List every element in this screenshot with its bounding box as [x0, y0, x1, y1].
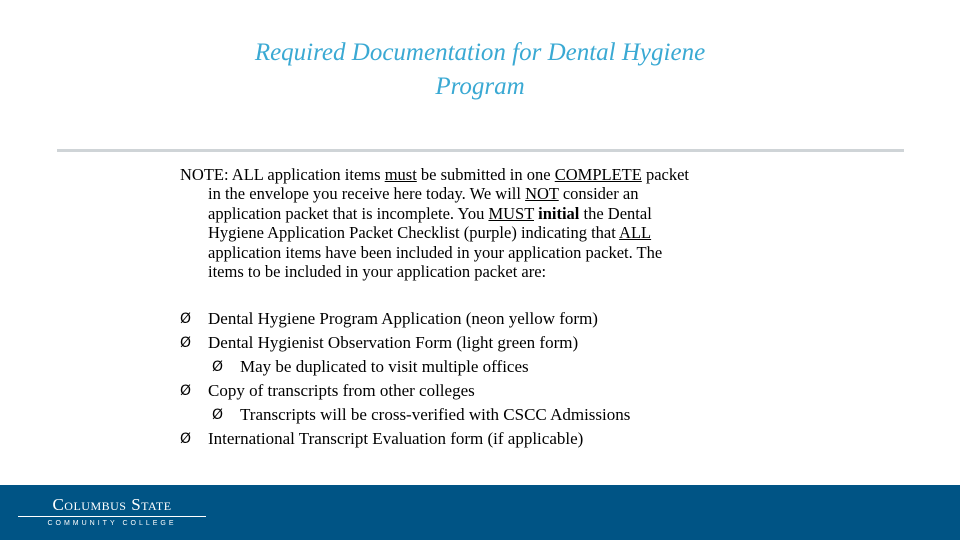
list-item-text: Dental Hygienist Observation Form (light green form) — [208, 333, 579, 352]
slide-title-line-2: Program — [435, 73, 525, 100]
arrow-bullet-icon: Ø — [180, 335, 192, 351]
note-line-3 — [180, 204, 820, 223]
note-text: packet — [641, 165, 690, 184]
note-emphasis: initial — [538, 203, 580, 223]
list-item — [180, 427, 880, 451]
note-text: be submitted in one — [416, 165, 555, 184]
note-line-1 — [180, 165, 820, 184]
note-text: the Dental — [579, 203, 652, 223]
list-item-text: Dental Hygiene Program Application (neon yellow form) — [208, 309, 598, 328]
list-item-text: International Transcript Evaluation form (if applicable) — [208, 429, 584, 448]
logo-rule — [18, 516, 206, 517]
note-emphasis: COMPLETE — [554, 165, 642, 184]
note-text: application packet that is incomplete. You — [208, 203, 489, 223]
footer-bar — [0, 485, 960, 540]
required-items-list — [180, 307, 880, 451]
slide-title — [0, 36, 960, 104]
list-item — [180, 331, 880, 355]
list-item-text: Transcripts will be cross-verified with CSCC Admissions — [240, 405, 631, 424]
logo-name: Columbus State — [52, 495, 172, 514]
list-item-text: Copy of transcripts from other colleges — [208, 381, 475, 400]
note-line-4 — [180, 223, 820, 242]
logo-subtitle: COMMUNITY COLLEGE — [47, 520, 177, 527]
list-item — [180, 307, 880, 331]
note-emphasis: must — [384, 165, 417, 184]
arrow-bullet-icon: Ø — [180, 383, 192, 399]
arrow-bullet-icon: Ø — [212, 407, 224, 423]
note-line-2 — [180, 184, 820, 203]
title-divider — [57, 149, 904, 152]
college-logo — [18, 495, 206, 529]
note-emphasis: NOT — [525, 184, 559, 204]
note-text: in the envelope you receive here today. We will — [208, 184, 526, 204]
arrow-bullet-icon: Ø — [180, 431, 192, 447]
note-emphasis: MUST — [488, 203, 534, 223]
arrow-bullet-icon: Ø — [212, 359, 224, 375]
note-line-5: application items have been included in your application packet. The — [208, 242, 663, 262]
arrow-bullet-icon: Ø — [180, 311, 192, 327]
list-subitem — [180, 403, 880, 427]
list-item — [180, 379, 880, 403]
note-line-6: items to be included in your application packet are: — [208, 262, 547, 282]
list-subitem — [180, 355, 880, 379]
note-text: Hygiene Application Packet Checklist (purple) indicating that — [208, 223, 620, 243]
note-emphasis: ALL — [619, 223, 652, 243]
note-text: consider an — [558, 184, 639, 204]
list-item-text: May be duplicated to visit multiple offices — [240, 357, 529, 376]
slide-title-line-1: Required Documentation for Dental Hygiene — [254, 39, 706, 66]
note-paragraph — [180, 165, 820, 281]
note-text: NOTE: ALL application items — [180, 165, 385, 184]
